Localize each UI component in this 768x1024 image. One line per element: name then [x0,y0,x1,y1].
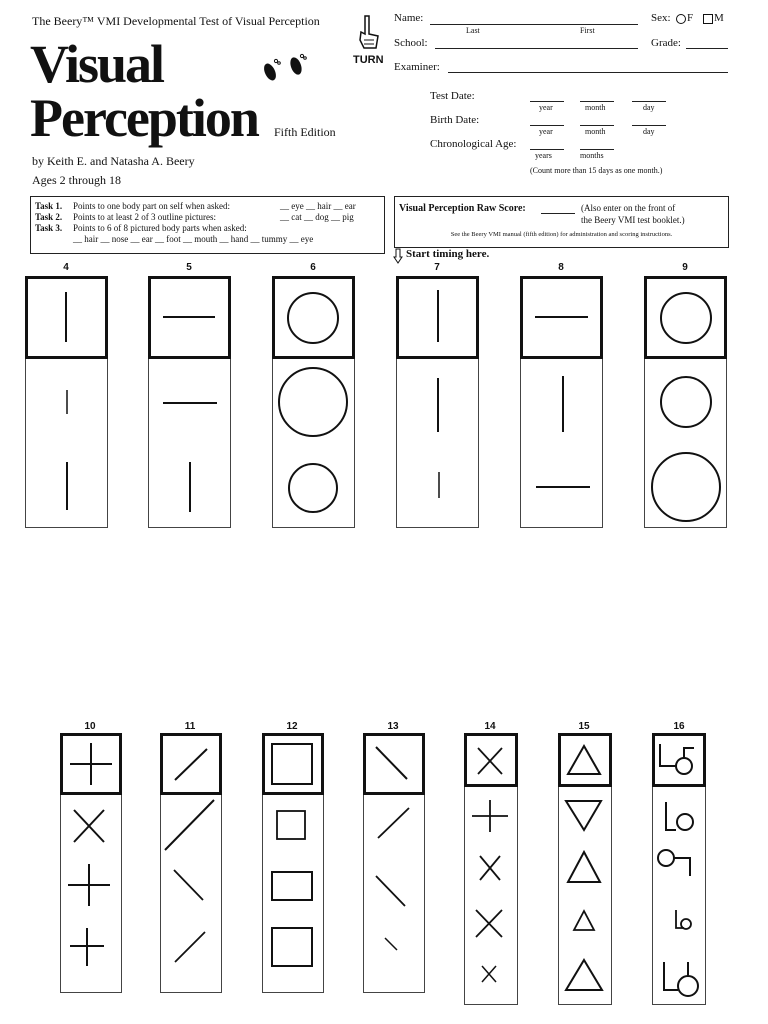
squiggle-choice [664,962,698,996]
squiggle-choice [676,910,691,929]
name-label: Name: [394,12,424,24]
diagonal-choice [376,876,405,906]
plus-choice [68,864,110,906]
squiggle-choice [658,850,690,876]
x-choice [74,810,104,842]
squiggle-choice [666,802,693,830]
x-figure [478,748,502,774]
task2-label: Task 2. [35,212,63,222]
months-caption: months [580,151,604,160]
item-number-7: 7 [434,262,440,273]
task2-text: Points to at least 2 of 3 outline pictures: [73,212,216,222]
triangle-choice [574,911,594,930]
raw-score-label: Visual Perception Raw Score: [399,203,526,214]
diagonal-choice [175,932,205,962]
triangle-figure [568,746,600,774]
x-choice [480,856,500,880]
turn-label: TURN [353,54,384,66]
ages: Ages 2 through 18 [32,173,121,187]
start-timing: Start timing here. [406,248,490,260]
year-caption: year [539,127,553,136]
task3-options: __ hair __ nose __ ear __ foot __ mouth __ hand __ tummy __ eye [73,234,314,244]
chron-age-label: Chronological Age: [430,138,517,150]
squiggle-figure [660,744,694,774]
sex-m-label: M [714,12,724,24]
item-number-5: 5 [186,262,192,273]
square-choice [272,928,312,966]
triangle-down-choice [566,801,601,830]
birth-date-label: Birth Date: [430,114,480,126]
rectangle-choice [272,872,312,900]
grade-label: Grade: [651,37,681,49]
day-caption: day [643,103,655,112]
square-figure [272,744,312,784]
item-number-13: 13 [387,721,399,732]
task1-options: __ eye __ hair __ ear [280,201,356,211]
sex-label: Sex: [651,12,671,24]
task1-label: Task 1. [35,201,63,211]
plus-choice [70,928,104,966]
last-label: Last [466,26,480,35]
triangle-choice [568,852,600,882]
plus-choice [472,800,508,832]
task2-options: __ cat __ dog __ pig [280,212,354,222]
authors: by Keith E. and Natasha A. Beery [32,154,195,168]
sex-f-label: F [687,12,694,24]
item-number-6: 6 [310,262,316,273]
year-caption: year [539,103,553,112]
years-caption: years [535,151,552,160]
item-number-12: 12 [286,721,298,732]
title-visual: Visual [30,34,164,94]
test-name: The Beery™ VMI Developmental Test of Visual Perception [32,14,320,28]
diagonal-figure [175,749,207,780]
task3-text: Points to 6 of 8 pictured body parts when asked: [73,223,247,233]
examiner-label: Examiner: [394,61,440,73]
month-caption: month [585,127,606,136]
score-note-2: the Beery VMI test booklet.) [581,215,685,225]
task3-label: Task 3. [35,223,63,233]
triangle-choice [566,960,602,990]
item-number-10: 10 [84,721,96,732]
diagonal-choice [378,808,409,838]
day-caption: day [643,127,655,136]
item-number-11: 11 [184,721,196,732]
item-number-9: 9 [682,262,688,273]
manual-note: See the Beery VMI manual (fifth edition) for administration and scoring instructions. [450,231,673,238]
item-number-8: 8 [558,262,564,273]
school-label: School: [394,37,428,49]
diagonal-choice [174,870,203,900]
test-date-label: Test Date: [430,90,475,102]
x-choice [482,966,496,982]
diagonal-choice [165,800,214,850]
first-label: First [580,26,595,35]
task1-text: Points to one body part on self when asked: [73,201,230,211]
month-caption: month [585,103,606,112]
square-choice [277,811,305,839]
title-perception: Perception [30,88,258,148]
x-choice [476,910,502,937]
item-number-14: 14 [484,721,496,732]
edition: Fifth Edition [274,125,336,139]
item-number-4: 4 [63,262,69,273]
item-number-16: 16 [673,721,685,732]
score-note-1: (Also enter on the front of [581,203,676,213]
item-number-15: 15 [578,721,590,732]
diagonal-choice [385,938,397,950]
plus-figure [70,743,112,785]
diagonal-figure [376,747,407,779]
count-note: (Count more than 15 days as one month.) [530,166,663,175]
